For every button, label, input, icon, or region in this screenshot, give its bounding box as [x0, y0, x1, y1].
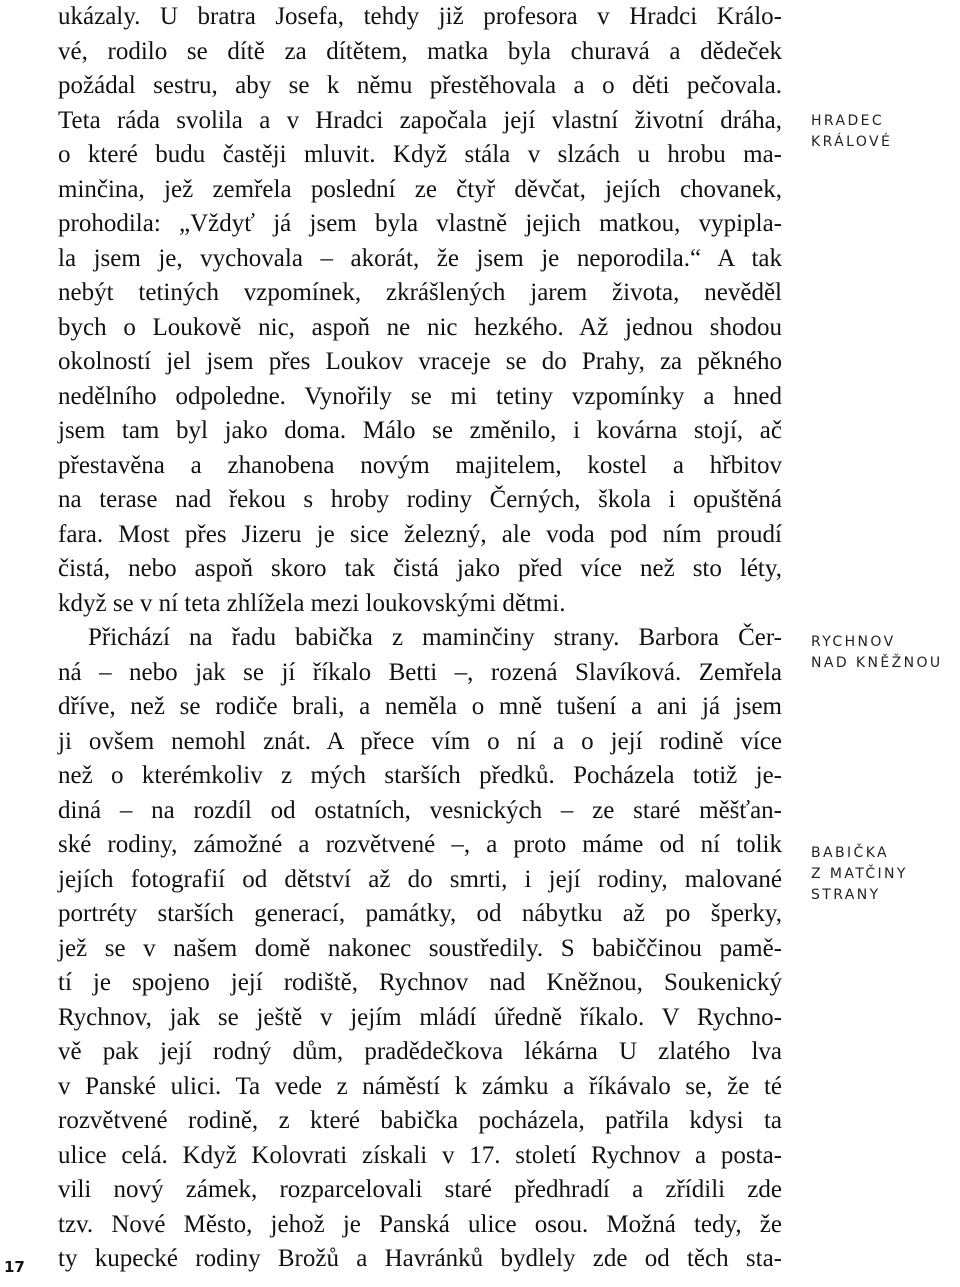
text-line: rozvětvené rodině, z které babička pocházela, patřila kdysi ta: [58, 1107, 782, 1134]
text-line: nebýt tetiných vzpomínek, zkrášlených jarem života, nevěděl: [58, 279, 782, 306]
text-line: tzv. Nové Město, jehož je Panská ulice osou. Možná tedy, že: [58, 1210, 782, 1238]
text-line: fara. Most přes Jizeru je sice železný, ale voda pod ním proudí: [58, 520, 782, 548]
text-line: ukázaly. U bratra Josefa, tehdy již profesora v Hradci Králo-: [58, 3, 782, 30]
sidenote-line: Z MATČINY: [811, 866, 908, 882]
text-line: bych o Loukově nic, aspoň ne nic hezkého. Až jednou shodou: [58, 313, 782, 341]
paragraph-start-line: Přichází na řadu babička z maminčiny strany. Barbora Čer-: [88, 624, 782, 651]
text-line: na terase nad řekou s hroby rodiny Černých, škola i opuštěná: [58, 486, 782, 513]
text-line: dříve, než se rodiče brali, a neměla o mně tušení a ani já jsem: [58, 693, 782, 720]
sidenote-line: RYCHNOV: [811, 634, 896, 650]
text-line: vé, rodilo se dítě za dítětem, matka byla churavá a dědeček: [58, 37, 782, 65]
text-line: diná – na rozdíl od ostatních, vesnických – ze staré měšťan-: [58, 796, 782, 824]
sidenote-rychnov-nad-kneznou: [811, 632, 956, 674]
text-line: přestavěna a zhanobena novým majitelem, kostel a hřbitov: [58, 451, 782, 479]
page-number: 17: [4, 1258, 25, 1276]
text-line: jejích fotografií od dětství až do smrti, i její rodiny, malované: [58, 865, 782, 893]
text-line: o které budu častěji mluvit. Když stála v slzách u hrobu ma-: [58, 141, 782, 168]
text-line: prohodila: „Vždyť já jsem byla vlastně jejich matkou, vypipla-: [58, 210, 782, 237]
sidenote-hradec-kralove: [811, 111, 956, 153]
text-line: Teta ráda svolila a v Hradci započala její vlastní životní dráha,: [58, 106, 782, 134]
text-line: ná – nebo jak se jí říkalo Betti –, rozená Slavíková. Zemřela: [58, 658, 782, 686]
text-line: okolností jel jsem přes Loukov vraceje se do Prahy, za pěkného: [58, 348, 782, 375]
sidenote-line: NAD KNĚŽNOU: [811, 655, 943, 671]
text-line: tí je spojeno její rodiště, Rychnov nad Kněžnou, Soukenický: [58, 969, 782, 996]
text-line: ty kupecké rodiny Brožů a Havránků bydlely zde od těch sta-: [58, 1245, 782, 1272]
text-line: v Panské ulici. Ta vede z náměstí k zámku a říkávalo se, že té: [58, 1072, 782, 1100]
text-line: nedělního odpoledne. Vynořily se mi tetiny vzpomínky a hned: [58, 382, 782, 410]
text-line: než o kterémkoliv z mých starších předků. Pocházela totiž je-: [58, 762, 782, 789]
text-line: ji ovšem nemohl znát. A přece vím o ní a o její rodině více: [58, 727, 782, 755]
sidenote-line: BABIČKA: [811, 845, 890, 861]
text-line: minčina, jež zemřela poslední ze čtyř děvčat, jejích chovanek,: [58, 175, 782, 203]
text-line: vě pak její rodný dům, pradědečkova lékárna U zlatého lva: [58, 1038, 782, 1065]
paragraph-end-line: když se v ní teta zhlížela mezi loukovskými dětmi.: [58, 589, 566, 617]
text-line: ské rodiny, zámožné a rozvětvené –, a proto máme od ní tolik: [58, 831, 782, 858]
sidenote-babicka-z-matciny-strany: [811, 843, 956, 906]
text-line: la jsem je, vychovala – akorát, že jsem je neporodila.“ A tak: [58, 244, 782, 272]
text-line: portréty starších generací, památky, od nábytku až po šperky,: [58, 900, 782, 927]
sidenote-line: HRADEC: [811, 113, 885, 129]
text-line: jež se v našem domě nakonec soustředily. S babiččinou pamě-: [58, 934, 782, 962]
body-text: [58, 0, 782, 1277]
text-line: Rychnov, jak se ještě v jejím mládí úředně říkalo. V Rychno-: [58, 1003, 782, 1031]
sidenote-line: STRANY: [811, 887, 881, 903]
sidenote-line: KRÁLOVÉ: [811, 134, 893, 150]
text-line: čistá, nebo aspoň skoro tak čistá jako před více než sto léty,: [58, 555, 782, 582]
text-line: požádal sestru, aby se k němu přestěhovala a o děti pečovala.: [58, 72, 782, 99]
text-line: vili nový zámek, rozparcelovali staré předhradí a zřídili zde: [58, 1176, 782, 1203]
text-line: ulice celá. Když Kolovrati získali v 17. století Rychnov a posta-: [58, 1141, 782, 1169]
text-line: jsem tam byl jako doma. Málo se změnilo, i kovárna stojí, ač: [58, 417, 782, 444]
